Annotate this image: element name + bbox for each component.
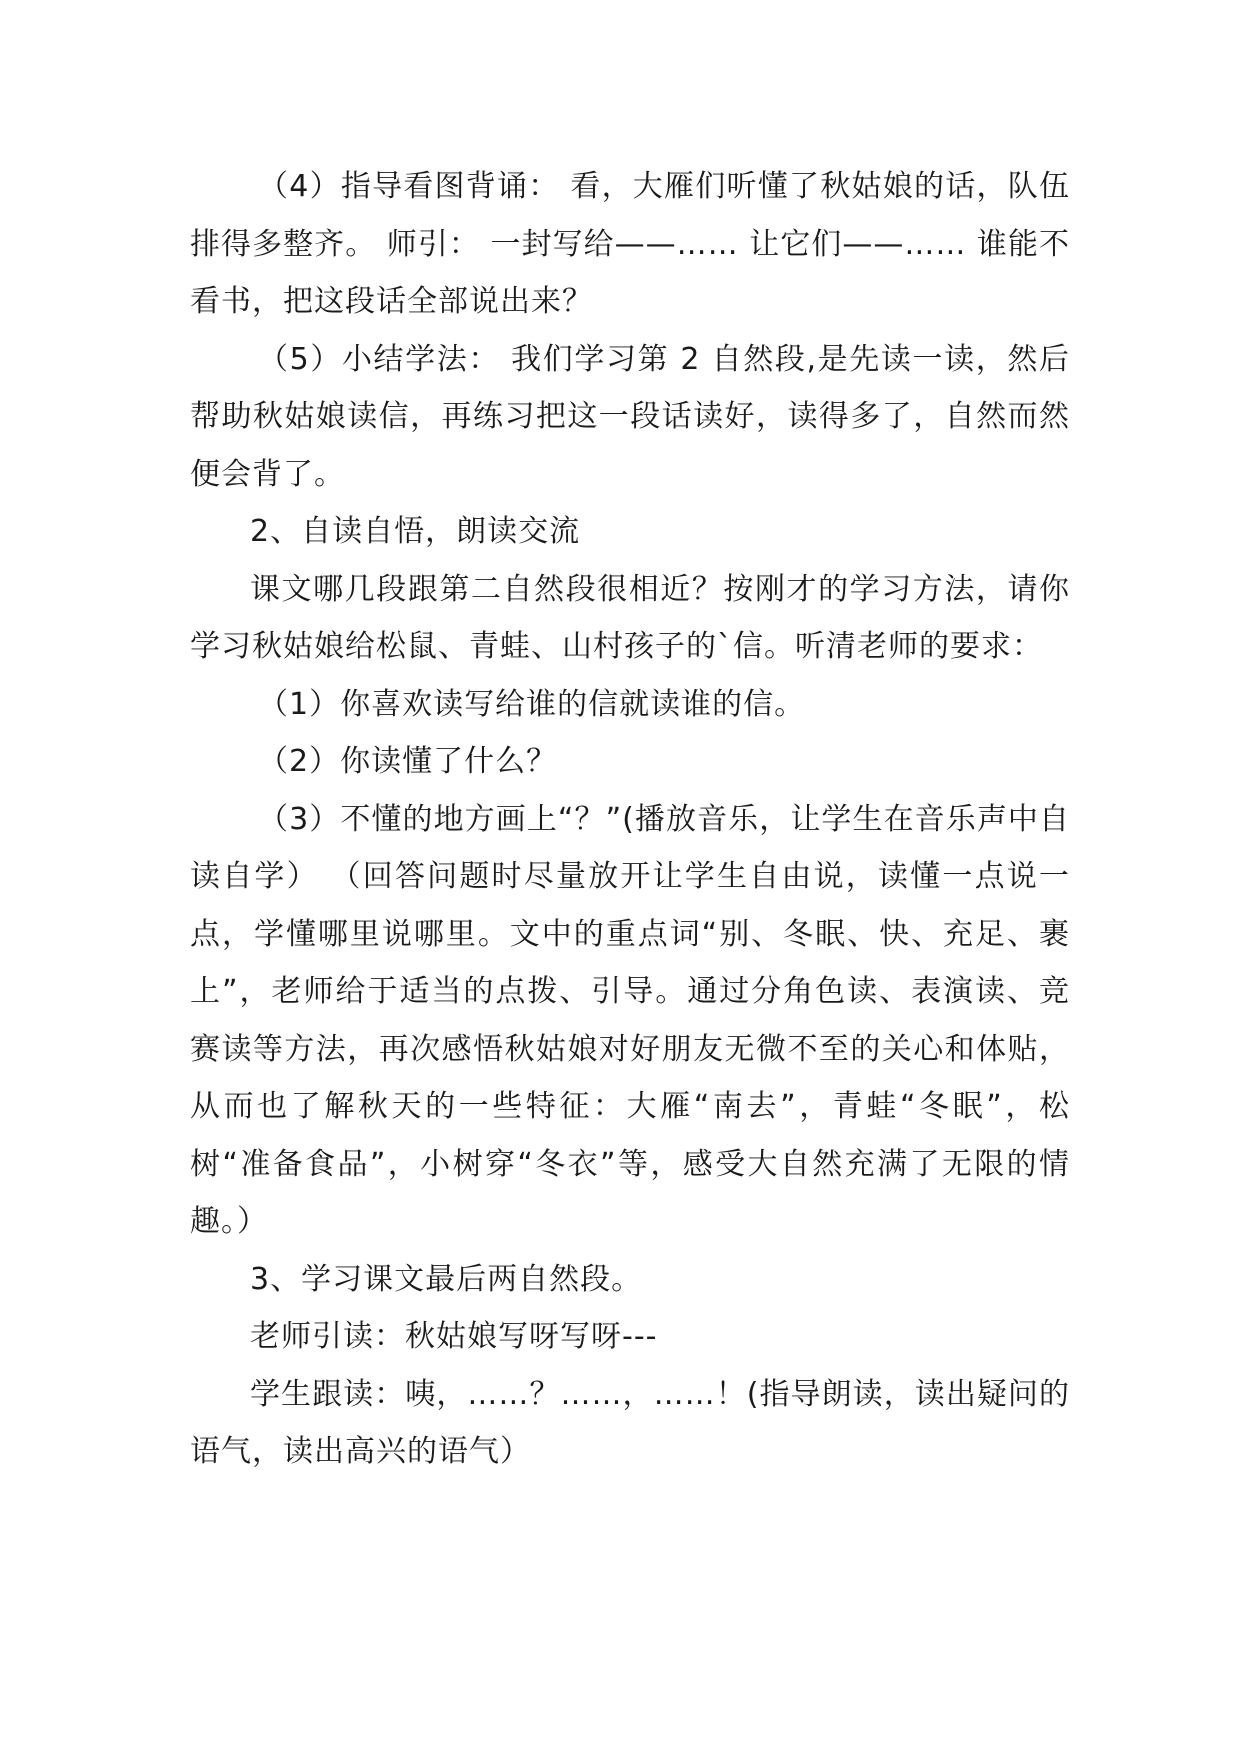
paragraph-similar-sections: 课文哪几段跟第二自然段很相近？按刚才的学习方法，请你学习秋姑娘给松鼠、青蛙、山村孩子的`信。听清老师的要求：: [190, 571, 1070, 664]
paragraph-self-reading-heading: 2、自读自悟，朗读交流: [250, 514, 581, 549]
paragraph-method-summary: （5）小结学法： 我们学习第 2 自然段,是先读一读，然后帮助秋姑娘读信，再练习把这一段话读好，读得多了，自然而然便会背了。: [190, 341, 1070, 492]
paragraph-requirement-1: （1）你喜欢读写给谁的信就读谁的信。: [258, 686, 806, 722]
paragraph-last-sections-heading: 3、学习课文最后两自然段。: [250, 1261, 643, 1297]
paragraph-teacher-lead-reading: 老师引读：秋姑娘写呀写呀---: [250, 1319, 658, 1354]
paragraph-student-follow-reading: 学生跟读：咦，……？……，……！(指导朗读，读出疑问的语气，读出高兴的语气）: [190, 1376, 1070, 1469]
paragraph-requirement-3: （3）不懂的地方画上“？”(播放音乐，让学生在音乐声中自读自学） （回答问题时尽量放开让学生自由说，读懂一点说一点，学懂哪里说哪里。文中的重点词“别、冬眠、快、充足、裹上”，老师给于适当的点拨、引导。通过分角色读、表演读、竞赛读等方法，再次感悟秋姑娘对好朋友无微不至的关心和体贴，从而也了解秋天的一些特征：大雁“南去”，青蛙“冬眠”，松树“准备食品”，小树穿“冬衣”等，感受大自然充满了无限的情趣。）: [190, 801, 1070, 1239]
paragraph-recitation-guide: （4）指导看图背诵： 看，大雁们听懂了秋姑娘的话，队伍排得多整齐。 师引： 一封写给——…… 让它们——…… 谁能不看书，把这段话全部说出来？: [190, 169, 1070, 319]
document-body: [190, 158, 1070, 1481]
paragraph-requirement-2: （2）你读懂了什么？: [258, 744, 558, 779]
